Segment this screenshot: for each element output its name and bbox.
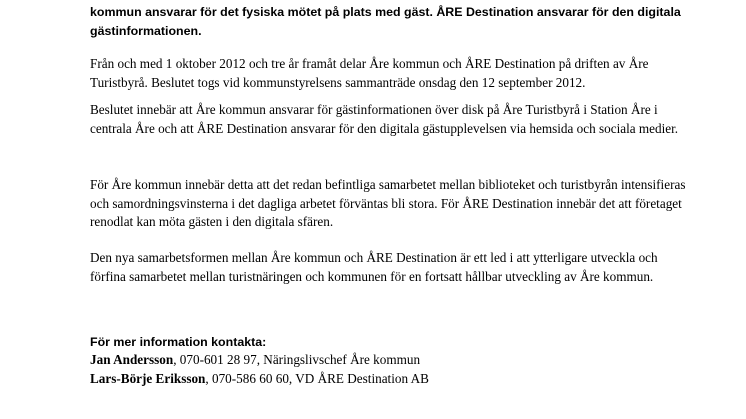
- paragraph-responsibilities: Beslutet innebär att Åre kommun ansvarar för gästinformationen över disk på Åre Turistbyrå i Station Åre i centrala Åre och att ÅRE Destination ansvarar för den digitala gästupplevelsen via hemsida och sociala medier.: [90, 102, 679, 136]
- contact-person-lars-borje: [90, 370, 429, 388]
- paragraph-sustainable-development: Den nya samarbetsformen mellan Åre kommun och ÅRE Destination är ett led i att ytterligare utveckla och förfina samarbetet mellan turistnäringen och kommunen för en fortsatt hållbar utveckling av Åre kommun.: [90, 250, 658, 284]
- contact-name: Lars-Börje Eriksson: [90, 371, 206, 386]
- intro-bold-text: kommun ansvarar för det fysiska mötet på plats med gäst. ÅRE Destination ansvarar för den digitala gästinformationen.: [90, 5, 681, 38]
- contact-person-jan: [90, 351, 420, 369]
- paragraph-decision-date: Från och med 1 oktober 2012 och tre år framåt delar Åre kommun och ÅRE Destination på driften av Åre Turistbyrå. Beslutet togs vid kommunstyrelsens sammanträde onsdag den 12 september 2012.: [90, 56, 649, 90]
- contact-details: , 070-601 28 97, Näringslivschef Åre kommun: [173, 352, 421, 367]
- contact-details: , 070-586 60 60, VD ÅRE Destination AB: [205, 371, 429, 386]
- paragraph-collaboration: För Åre kommun innebär detta att det redan befintliga samarbetet mellan biblioteket och turistbyrån intensifieras och samordningsvinsterna i det dagliga arbetet förväntas bli stora. För ÅRE Destination innebär det att företaget renodlat kan möta gästen i den digitala sfären.: [90, 177, 686, 229]
- contact-name: Jan Andersson: [90, 352, 174, 367]
- contact-heading: För mer information kontakta:: [90, 335, 267, 349]
